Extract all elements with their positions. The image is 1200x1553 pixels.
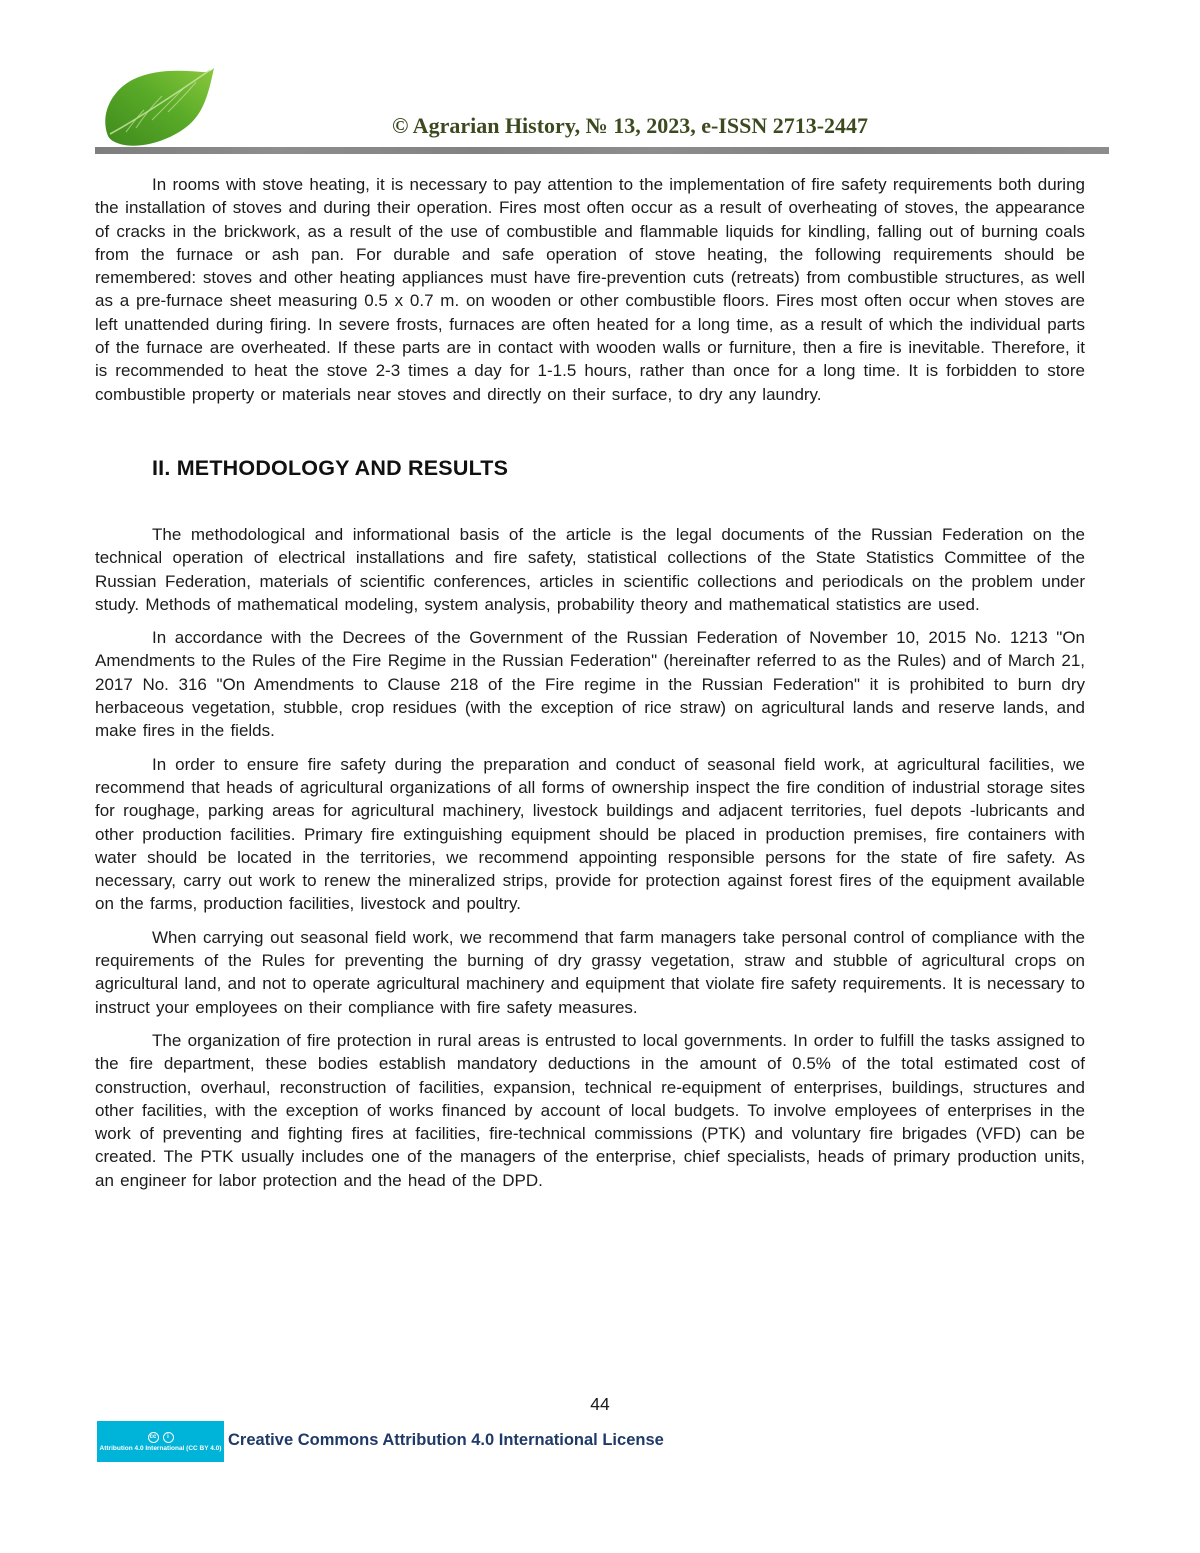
journal-header-title: © Agrarian History, № 13, 2023, e-ISSN 2713-2447 xyxy=(391,113,869,138)
creative-commons-license-link[interactable]: Creative Commons Attribution 4.0 International License xyxy=(228,1431,664,1449)
leaf-logo-icon xyxy=(98,64,216,152)
body-paragraph-5: The organization of fire protection in rural areas is entrusted to local governments. In order to fulfill the tasks assigned to the fire department, these bodies establish mandatory deductions in the amount of 0.5% of the total estimated cost of construction, overhaul, reconstruction of facilities, expansion, technical re-equipment of enterprises, buildings, structures and other facilities, with the exception of works financed by account of local budgets. To involve employees of enterprises in the work of preventing and fighting fires at facilities, fire-technical commissions (PTK) and voluntary fire brigades (VFD) can be created. The PTK usually includes one of the managers of the enterprise, chief specialists, heads of primary production units, an engineer for labor protection and the head of the DPD. xyxy=(95,1030,1085,1190)
cc-badge-label: Attribution 4.0 International (CC BY 4.0) xyxy=(99,1444,222,1452)
cc-license-badge[interactable] xyxy=(97,1421,224,1462)
body-paragraph-3: In order to ensure fire safety during the preparation and conduct of seasonal field work, at agricultural facilities, we recommend that heads of agricultural organizations of all forms of ownership inspect the fire condition of industrial storage sites for roughage, parking areas for agricultural machinery, livestock buildings and adjacent territories, fuel depots -lubricants and other production facilities. Primary fire extinguishing equipment should be placed in production premises, fire containers with water should be located in the territories, we recommend appointing responsible persons for the state of fire safety. As necessary, carry out work to renew the mineralized strips, provide for protection against forest fires of the equipment available on the farms, production facilities, livestock and poultry. xyxy=(95,754,1085,914)
by-person-icon: i xyxy=(163,1432,174,1443)
body-paragraph-2: In accordance with the Decrees of the Government of the Russian Federation of November 10, 2015 No. 1213 "On Amendments to the Rules of the Fire Regime in the Russian Federation" (hereinafter referred to as the Rules) and of March 21, 2017 No. 316 "On Amendments to Clause 218 of the Fire regime in the Russian Federation" it is prohibited to burn dry herbaceous vegetation, stubble, crop residues (with the exception of rice straw) on agricultural lands and reserve lands, and make fires in the fields. xyxy=(95,628,1085,741)
header-divider-rule xyxy=(95,147,1109,154)
article-body xyxy=(95,173,1085,1192)
cc-badge-icons xyxy=(148,1432,174,1443)
page-number: 44 xyxy=(590,1394,610,1414)
body-paragraph-4: When carrying out seasonal field work, we recommend that farm managers take personal control of compliance with the requirements of the Rules for preventing the burning of dry grassy vegetation, straw and stubble of agricultural crops on agricultural land, and not to operate agricultural machinery and equipment that violate fire safety requirements. It is necessary to instruct your employees on their compliance with fire safety measures. xyxy=(95,927,1085,1017)
page-header xyxy=(0,0,1200,154)
cc-circle-icon: cc xyxy=(148,1432,159,1443)
section-heading-methodology: II. METHODOLOGY AND RESULTS xyxy=(152,455,509,480)
intro-paragraph: In rooms with stove heating, it is necessary to pay attention to the implementation of fire safety requirements both during the installation of stoves and during their operation. Fires most often occur as a result of overheating of stoves, the appearance of cracks in the brickwork, as a result of the use of combustible and flammable liquids for kindling, falling out of burning coals from the furnace or ash pan. For durable and safe operation of stove heating, the following requirements should be remembered: stoves and other heating appliances must have fire-prevention cuts (retreats) from combustible structures, as well as a pre-furnace sheet measuring 0.5 x 0.7 m. on wooden or other combustible floors. Fires most often occur when stoves are left unattended during firing. In severe frosts, furnaces are often heated for a long time, as a result of which the individual parts of the furnace are overheated. If these parts are in contact with wooden walls or furniture, then a fire is inevitable. Therefore, it is recommended to heat the stove 2-3 times a day for 1-1.5 hours, rather than once for a long time. It is forbidden to store combustible property or materials near stoves and directly on their surface, to dry any laundry. xyxy=(95,175,1085,404)
body-paragraph-1: The methodological and informational basis of the article is the legal documents of the Russian Federation on the technical operation of electrical installations and fire safety, statistical collections of the State Statistics Committee of the Russian Federation, materials of scientific conferences, articles in scientific collections and periodicals on the problem under study. Methods of mathematical modeling, system analysis, probability theory and mathematical statistics are used. xyxy=(95,524,1085,614)
